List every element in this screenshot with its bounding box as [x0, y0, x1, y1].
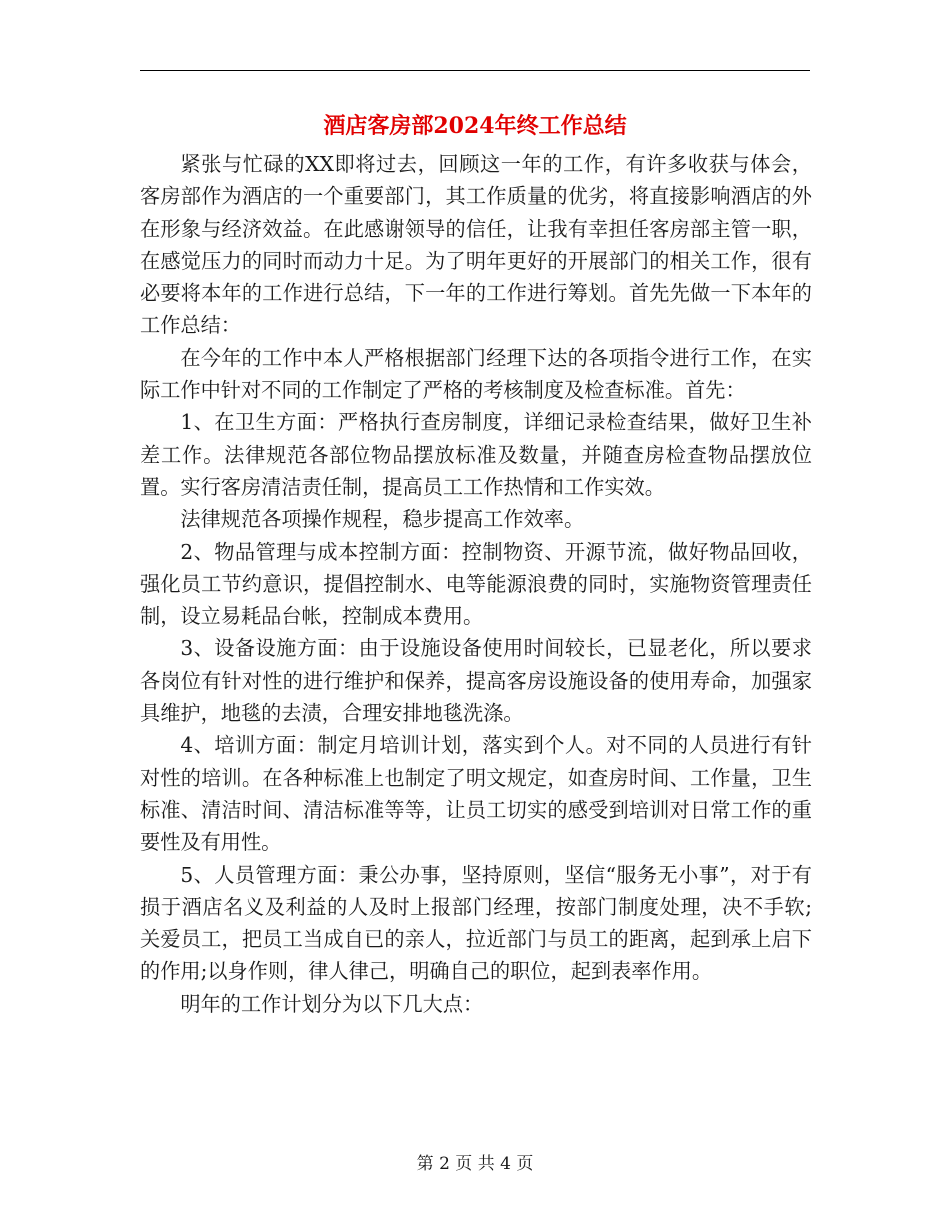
paragraph: 2、物品管理与成本控制方面：控制物资、开源节流，做好物品回收，强化员工节约意识，提倡控制水、电等能源浪费的同时，实施物资管理责任制，设立易耗品台帐，控制成本费用。	[140, 539, 812, 629]
paragraph: 法律规范各项操作规程，稳步提高工作效率。	[180, 507, 585, 532]
paragraph: 1、在卫生方面：严格执行查房制度，详细记录检查结果，做好卫生补差工作。法律规范各部位物品摆放标准及数量，并随查房检查物品摆放位置。实行客房清洁责任制，提高员工工作热情和工作实效。	[140, 410, 812, 499]
paragraph: 5、人员管理方面：秉公办事，坚持原则，坚信“服务无小事”，对于有损于酒店名义及利益的人及时上报部门经理，按部门制度处理，决不手软;关爱员工，把员工当成自已的亲人，拉近部门与员工的距离，起到承上启下的作用;以身作则，律人律己，明确自己的职位，起到表率作用。	[140, 862, 812, 984]
paragraph: 3、设备设施方面：由于设施设备使用时间较长，已显老化，所以要求各岗位有针对性的进行维护和保养，提高客房设施设备的使用寿命，加强家具维护，地毯的去渍，合理安排地毯洗涤。	[140, 636, 812, 726]
paragraph: 4、培训方面：制定月培训计划，落实到个人。对不同的人员进行有针对性的培训。在各种标准上也制定了明文规定，如查房时间、工作量，卫生标准、清洁时间、清洁标准等等，让员工切实的感受到培训对日常工作的重要性及有用性。	[140, 733, 812, 855]
header-rule	[140, 70, 810, 71]
document-title: 酒店客房部2024年终工作总结	[323, 113, 627, 139]
document-body	[140, 148, 812, 1020]
page-number: 第 2 页 共 4 页	[416, 1154, 534, 1174]
paragraph: 明年的工作计划分为以下几大点：	[180, 991, 484, 1016]
paragraph: 紧张与忙碌的XX即将过去，回顾这一年的工作，有许多收获与体会，客房部作为酒店的一个重要部门，其工作质量的优劣，将直接影响酒店的外在形象与经济效益。在此感谢领导的信任，让我有幸担任客房部主管一职，在感觉压力的同时而动力十足。为了明年更好的开展部门的相关工作，很有必要将本年的工作进行总结，下一年的工作进行筹划。首先先做一下本年的工作总结：	[140, 152, 812, 338]
paragraph: 在今年的工作中本人严格根据部门经理下达的各项指令进行工作，在实际工作中针对不同的工作制定了严格的考核制度及检查标准。首先：	[140, 345, 812, 403]
